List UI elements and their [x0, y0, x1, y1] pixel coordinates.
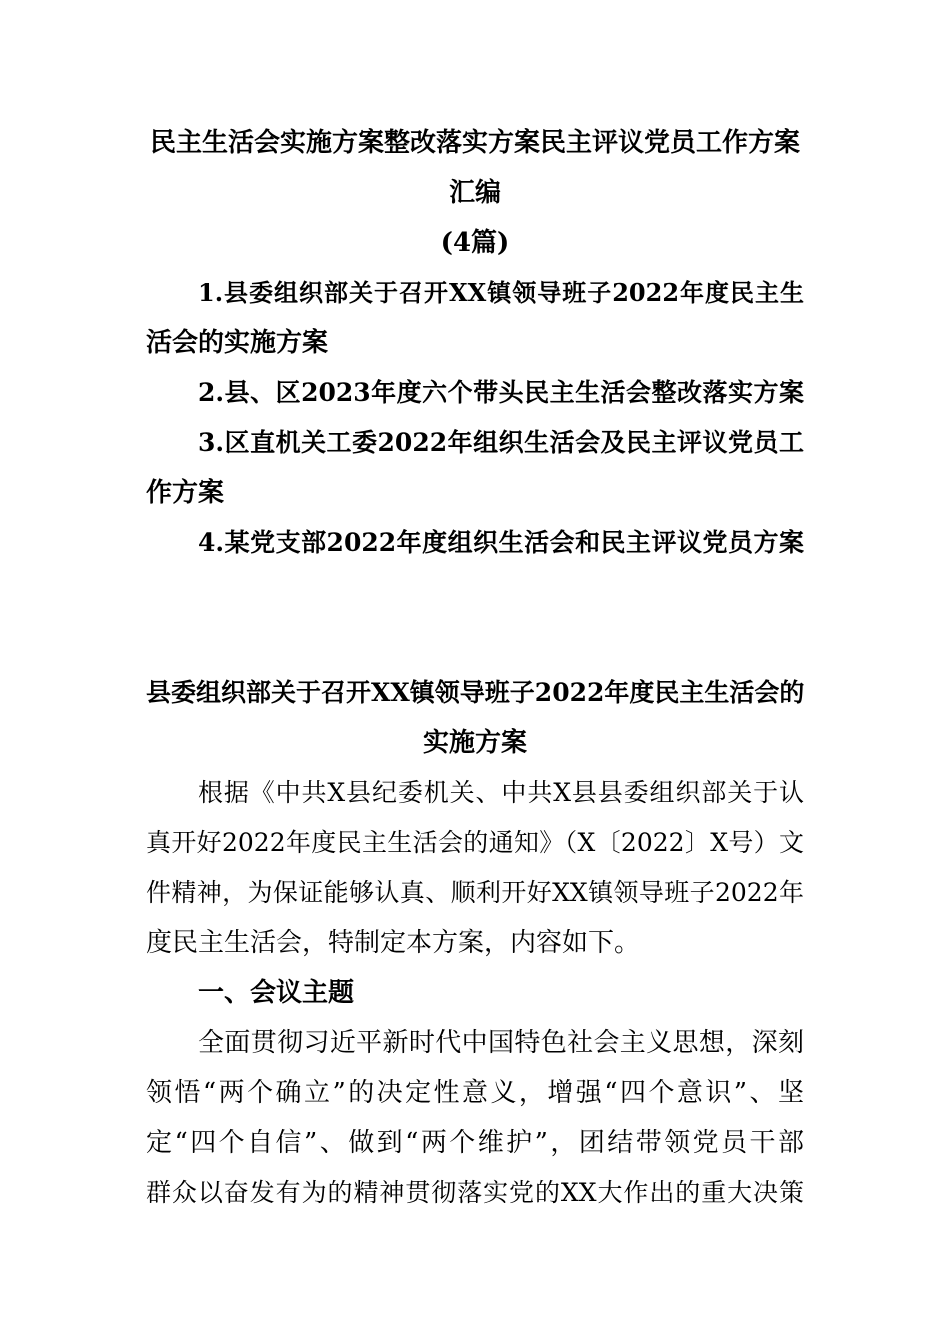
body-paragraph-line-1: 全面贯彻习近平新时代中国特色社会主义思想，深刻 [198, 1028, 804, 1058]
document-title-line-1: 民主生活会实施方案整改落实方案民主评议党员工作方案 [149, 128, 800, 158]
toc-item-3-line-2: 作方案 [146, 478, 225, 508]
intro-paragraph-line-2: 真开好2022年度民主生活会的通知》（X〔2022〕X号）文 [146, 828, 804, 857]
intro-paragraph-line-3: 件精神，为保证能够认真、顺利开好XX镇领导班子2022年 [146, 878, 804, 907]
toc-item-2: 2.县、区2023年度六个带头民主生活会整改落实方案 [198, 378, 804, 407]
body-paragraph-line-2: 领悟“两个确立”的决定性意义，增强“四个意识”、坚 [146, 1078, 804, 1108]
section-title-line-1: 县委组织部关于召开XX镇领导班子2022年度民主生活会的 [146, 678, 805, 707]
heading-meeting-theme: 一、会议主题 [198, 978, 355, 1008]
toc-item-3-line-1: 3.区直机关工委2022年组织生活会及民主评议党员工 [198, 428, 804, 457]
body-paragraph-line-4: 群众以奋发有为的精神贯彻落实党的XX大作出的重大决策 [146, 1178, 804, 1207]
toc-item-1-line-1: 1.县委组织部关于召开XX镇领导班子2022年度民主生 [198, 278, 804, 307]
document-title-line-2: 汇编 [448, 178, 501, 208]
toc-item-4: 4.某党支部2022年度组织生活会和民主评议党员方案 [198, 528, 804, 557]
body-paragraph-line-3: 定“四个自信”、做到“两个维护”，团结带领党员干部 [146, 1128, 804, 1158]
intro-paragraph-line-4: 度民主生活会，特制定本方案，内容如下。 [146, 928, 641, 958]
section-title-line-2: 实施方案 [422, 728, 527, 758]
intro-paragraph-line-1: 根据《中共X县纪委机关、中共X县县委组织部关于认 [198, 778, 804, 807]
document-title-count: (4篇) [440, 228, 510, 258]
toc-item-1-line-2: 活会的实施方案 [146, 328, 329, 358]
